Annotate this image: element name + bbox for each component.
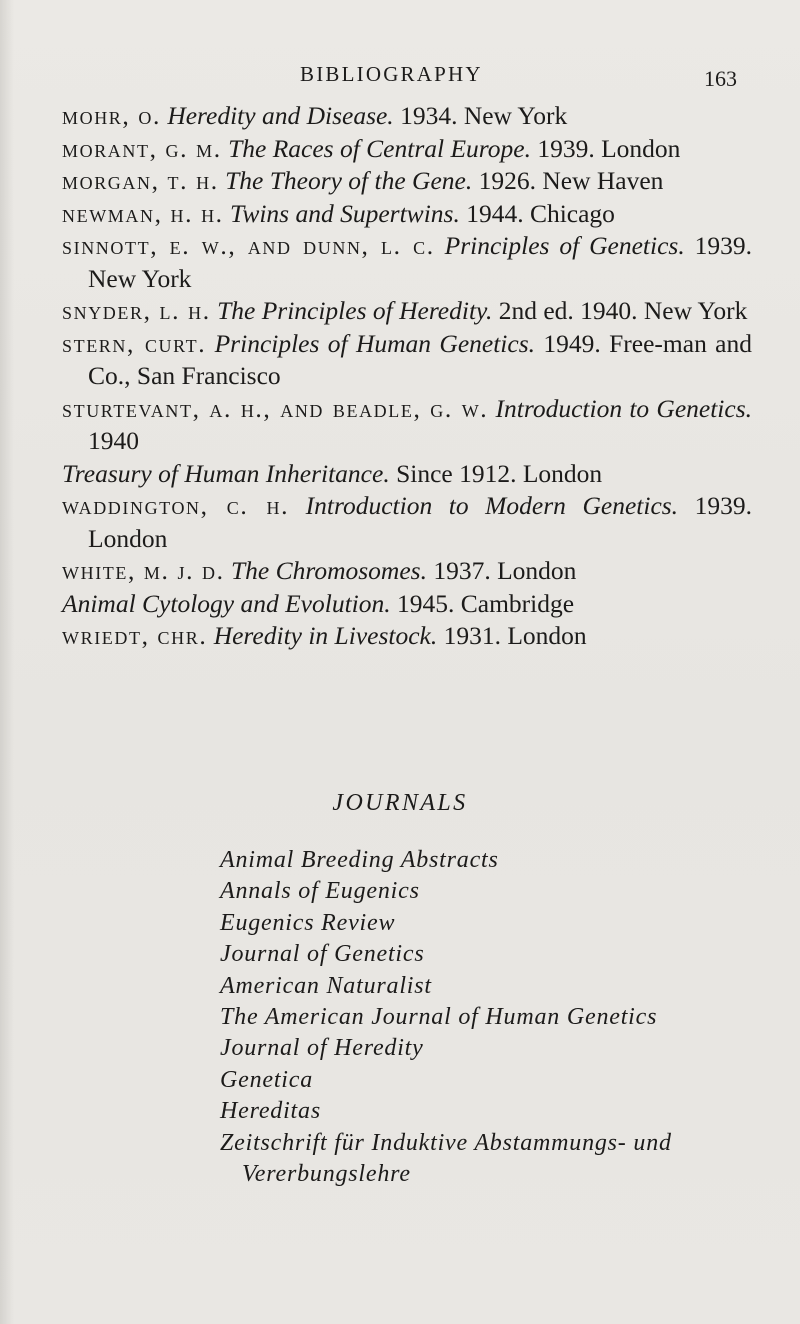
entry-title: Heredity in Livestock. <box>213 621 438 650</box>
entry-author: mohr, o. <box>62 101 161 130</box>
entry-details: 1944. Chicago <box>466 198 615 228</box>
journal-item: American Naturalist <box>220 972 432 999</box>
entry-author: sinnott, e. w., and dunn, l. c. <box>62 231 435 260</box>
entry-title: Principles of Genetics. <box>444 231 685 260</box>
bibliography-list <box>62 100 752 653</box>
bibliography-entry <box>62 620 752 653</box>
bibliography-entry <box>62 295 752 328</box>
entry-title: Treasury of Human Inheritance. <box>62 458 390 488</box>
entry-title: The Races of Central Europe. <box>228 133 531 163</box>
running-head: BIBLIOGRAPHY <box>300 62 483 86</box>
entry-author: waddington, c. h. <box>62 491 290 520</box>
bibliography-entry <box>62 133 752 166</box>
page-edge-shadow <box>0 0 14 1324</box>
entry-title: Principles of Human Genetics. <box>214 328 536 358</box>
bibliography-entry <box>62 393 752 458</box>
entry-details: 1939. New York <box>88 231 752 293</box>
journals-heading: JOURNALS <box>332 790 468 816</box>
bibliography-entry <box>62 458 752 491</box>
entry-author: wriedt, chr. <box>62 621 208 650</box>
bibliography-entry <box>62 490 752 555</box>
journal-item: Hereditas <box>220 1098 321 1125</box>
bibliography-entry <box>62 198 752 231</box>
entry-details: Since 1912. London <box>396 458 603 488</box>
entry-details: 1926. New Haven <box>478 166 664 195</box>
journal-item: Journal of Genetics <box>220 941 425 968</box>
entry-details: 1940 <box>88 426 139 455</box>
entry-details: 1939. London <box>537 133 681 163</box>
entry-author: morant, g. m. <box>62 133 222 163</box>
entry-author: snyder, l. h. <box>62 296 211 325</box>
entry-title: Introduction to Modern Genetics. <box>305 491 679 520</box>
journal-item: Annals of Eugenics <box>220 878 420 905</box>
bibliography-entry <box>62 555 752 588</box>
entry-title: The Principles of Heredity. <box>217 296 493 325</box>
journal-item: Zeitschrift für Induktive Abstammungs- und Vererbungslehre <box>220 1129 672 1188</box>
entry-details: 2nd ed. 1940. New York <box>498 296 748 325</box>
entry-author: sturtevant, a. h., and beadle, g. w. <box>62 393 489 423</box>
entry-details: 1949. Free-man and Co., San Francisco <box>88 328 752 390</box>
journals-list <box>220 845 760 1190</box>
bibliography-entry <box>62 100 752 133</box>
bibliography-entry <box>62 230 752 295</box>
entry-details: 1931. London <box>443 621 587 650</box>
journal-item: Genetica <box>220 1066 314 1093</box>
journal-item: Eugenics Review <box>220 909 396 936</box>
entry-title: The Chromosomes. <box>230 556 427 585</box>
entry-title: Twins and Supertwins. <box>230 198 460 228</box>
entry-details: 1945. Cambridge <box>397 588 575 618</box>
entry-title: Animal Cytology and Evolution. <box>62 588 391 618</box>
entry-author: stern, curt. <box>62 328 207 358</box>
entry-author: newman, h. h. <box>62 198 224 228</box>
bibliography-entry <box>62 165 752 198</box>
page-header <box>0 62 800 96</box>
entry-details: 1937. London <box>433 556 577 585</box>
entry-details: 1939. London <box>88 491 752 553</box>
entry-title: The Theory of the Gene. <box>225 166 473 195</box>
journal-item: The American Journal of Human Genetics <box>220 1004 658 1031</box>
entry-title: Introduction to Genetics. <box>495 393 752 423</box>
bibliography-entry <box>62 588 752 621</box>
entry-details: 1934. New York <box>400 101 568 130</box>
entry-title: Heredity and Disease. <box>167 101 394 130</box>
entry-author: morgan, t. h. <box>62 166 219 195</box>
entry-author: white, m. j. d. <box>62 556 225 585</box>
journal-item: Journal of Heredity <box>220 1035 424 1062</box>
bibliography-entry <box>62 328 752 393</box>
journal-item: Animal Breeding Abstracts <box>220 847 499 873</box>
page-number: 163 <box>704 66 737 91</box>
